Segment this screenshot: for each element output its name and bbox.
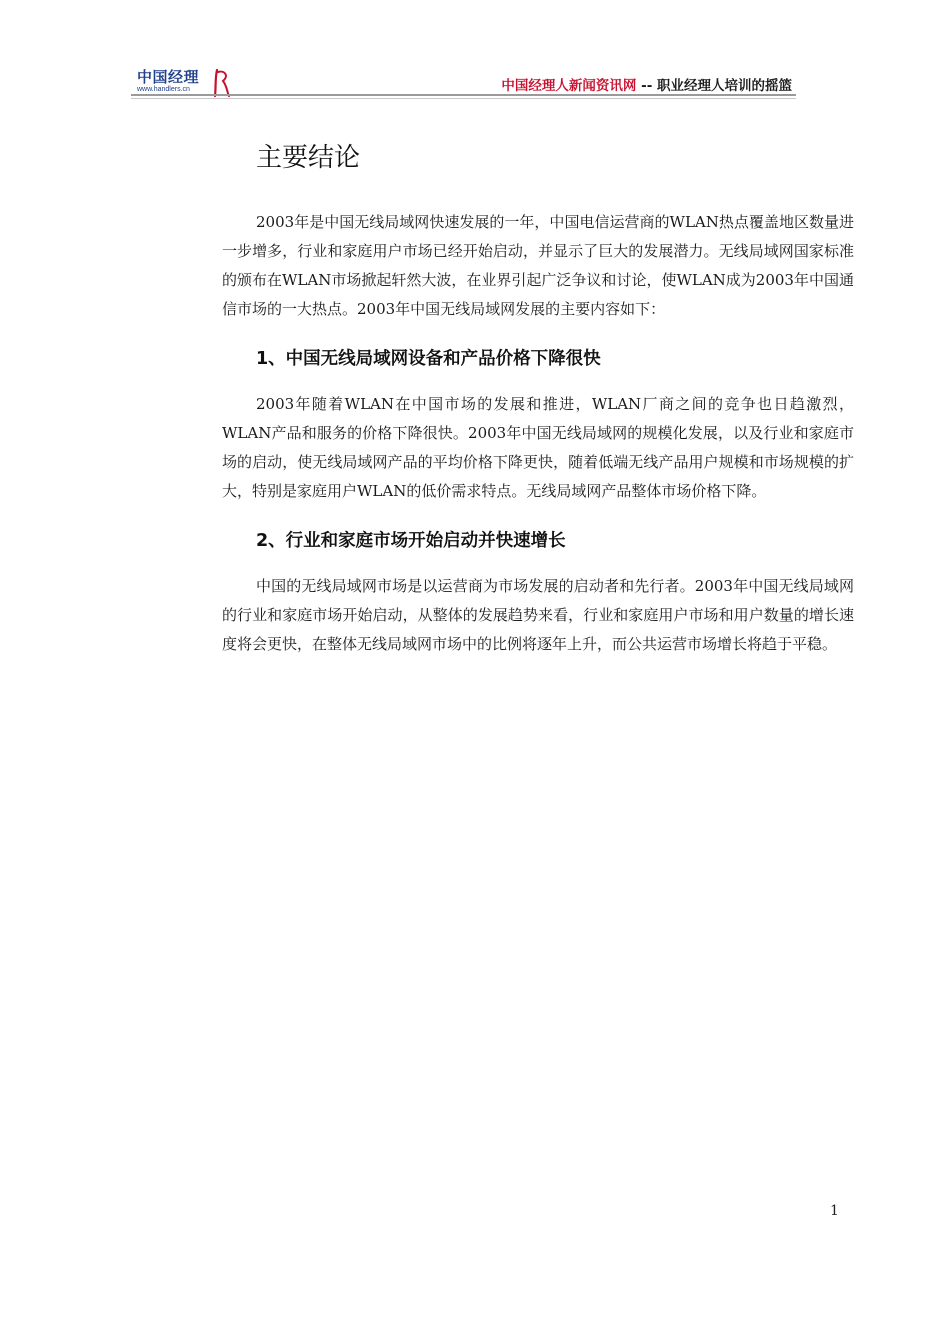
page-number: 1 (830, 1203, 839, 1219)
tagline-separator: -- (636, 78, 657, 94)
section-body-1: 2003年随着WLAN在中国市场的发展和推进，WLAN厂商之间的竞争也日趋激烈，WLAN产品和服务的价格下降很快。2003年中国无线局域网的规模化发展，以及行业和家庭市场的启动，使无线局域网产品的平均价格下降更快，随着低端无线产品用户规模和市场规模的扩大，特别是家庭用户WLAN的低价需求特点。无线局域网产品整体市场价格下降。 (222, 395, 854, 500)
logo-text: 中国经理 (137, 68, 200, 86)
section-heading-1: 1、中国无线局域网设备和产品价格下降很快 (256, 349, 601, 369)
section-heading-2: 2、行业和家庭市场开始启动并快速增长 (256, 531, 566, 551)
page-title: 主要结论 (256, 143, 361, 173)
site-tagline (501, 74, 792, 94)
header-divider-thin (131, 98, 796, 99)
section-body-2: 中国的无线局域网市场是以运营商为市场发展的启动者和先行者。2003年中国无线局域网的行业和家庭市场开始启动，从整体的发展趋势来看，行业和家庭用户市场和用户数量的增长速度将会更快，在整体无线局域网市场中的比例将逐年上升，而公共运营市场增长将趋于平稳。 (222, 577, 854, 653)
intro-paragraph: 2003年是中国无线局域网快速发展的一年，中国电信运营商的WLAN热点覆盖地区数量进一步增多，行业和家庭用户市场已经开始启动，并显示了巨大的发展潜力。无线局域网国家标准的颁布在WLAN市场掀起轩然大波，在业界引起广泛争议和讨论，使WLAN成为2003年中国通信市场的一大热点。2003年中国无线局域网发展的主要内容如下： (222, 213, 854, 318)
tagline-slogan: 职业经理人培训的摇篮 (657, 78, 792, 94)
tagline-site-name: 中国经理人新闻资讯网 (501, 78, 637, 94)
logo-url: www.handlers.cn (137, 86, 190, 93)
header-divider (131, 94, 796, 96)
page-header (131, 62, 796, 102)
document-body (222, 140, 854, 659)
